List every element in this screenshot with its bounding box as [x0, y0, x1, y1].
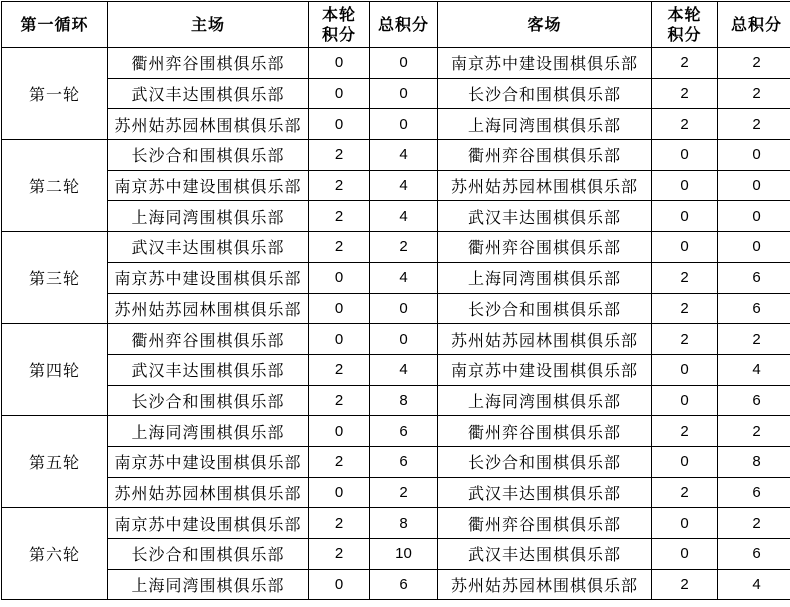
match-row — [2, 232, 790, 263]
home-team: 苏州姑苏园林围棋俱乐部 — [108, 477, 309, 508]
home-round-points: 2 — [309, 232, 370, 263]
away-round-points: 0 — [652, 508, 718, 539]
away-team: 长沙合和围棋俱乐部 — [438, 293, 652, 324]
match-row — [2, 385, 790, 416]
header-away-total-points: 总积分 — [718, 2, 790, 48]
match-row — [2, 170, 790, 201]
home-total-points: 0 — [370, 48, 438, 79]
home-team: 苏州姑苏园林围棋俱乐部 — [108, 293, 309, 324]
home-round-points: 2 — [309, 539, 370, 570]
home-round-points: 0 — [309, 324, 370, 355]
away-total-points: 0 — [718, 201, 790, 232]
match-row — [2, 416, 790, 447]
round-label: 第一轮 — [2, 48, 108, 140]
away-round-points: 2 — [652, 262, 718, 293]
match-row — [2, 140, 790, 171]
home-team: 南京苏中建设围棋俱乐部 — [108, 262, 309, 293]
away-team: 武汉丰达围棋俱乐部 — [438, 201, 652, 232]
match-row — [2, 262, 790, 293]
away-round-points: 2 — [652, 78, 718, 109]
home-team: 武汉丰达围棋俱乐部 — [108, 78, 309, 109]
home-team: 衢州弈谷围棋俱乐部 — [108, 324, 309, 355]
away-round-points: 2 — [652, 324, 718, 355]
away-round-points: 0 — [652, 170, 718, 201]
match-row — [2, 324, 790, 355]
home-round-points: 2 — [309, 446, 370, 477]
away-total-points: 6 — [718, 262, 790, 293]
home-round-points: 0 — [309, 48, 370, 79]
away-total-points: 0 — [718, 170, 790, 201]
home-total-points: 6 — [370, 416, 438, 447]
home-team: 武汉丰达围棋俱乐部 — [108, 354, 309, 385]
away-total-points: 6 — [718, 477, 790, 508]
table-header — [2, 2, 790, 48]
away-round-points: 0 — [652, 201, 718, 232]
away-total-points: 2 — [718, 109, 790, 140]
away-team: 苏州姑苏园林围棋俱乐部 — [438, 569, 652, 600]
home-total-points: 0 — [370, 324, 438, 355]
home-round-points: 0 — [309, 569, 370, 600]
away-round-points: 0 — [652, 354, 718, 385]
home-total-points: 0 — [370, 78, 438, 109]
header-cycle: 第一循环 — [2, 2, 108, 48]
away-total-points: 0 — [718, 140, 790, 171]
home-total-points: 0 — [370, 109, 438, 140]
home-team: 长沙合和围棋俱乐部 — [108, 140, 309, 171]
away-total-points: 2 — [718, 78, 790, 109]
home-team: 长沙合和围棋俱乐部 — [108, 385, 309, 416]
match-row — [2, 477, 790, 508]
match-row — [2, 78, 790, 109]
home-total-points: 8 — [370, 508, 438, 539]
home-round-points: 2 — [309, 354, 370, 385]
header-home: 主场 — [108, 2, 309, 48]
home-round-points: 0 — [309, 293, 370, 324]
round-label: 第六轮 — [2, 508, 108, 600]
away-total-points: 2 — [718, 416, 790, 447]
home-total-points: 10 — [370, 539, 438, 570]
round-label: 第四轮 — [2, 324, 108, 416]
home-total-points: 4 — [370, 354, 438, 385]
home-team: 苏州姑苏园林围棋俱乐部 — [108, 109, 309, 140]
match-row — [2, 539, 790, 570]
away-total-points: 6 — [718, 293, 790, 324]
home-round-points: 2 — [309, 508, 370, 539]
home-round-points: 2 — [309, 201, 370, 232]
away-team: 上海同湾围棋俱乐部 — [438, 109, 652, 140]
round-label: 第五轮 — [2, 416, 108, 508]
home-team: 上海同湾围棋俱乐部 — [108, 201, 309, 232]
away-team: 衢州弈谷围棋俱乐部 — [438, 140, 652, 171]
away-round-points: 2 — [652, 48, 718, 79]
away-total-points: 2 — [718, 324, 790, 355]
standings-table — [1, 1, 790, 600]
away-round-points: 0 — [652, 446, 718, 477]
away-round-points: 2 — [652, 109, 718, 140]
away-team: 苏州姑苏园林围棋俱乐部 — [438, 170, 652, 201]
home-round-points: 2 — [309, 140, 370, 171]
home-total-points: 4 — [370, 140, 438, 171]
away-total-points: 4 — [718, 569, 790, 600]
away-round-points: 0 — [652, 232, 718, 263]
home-team: 南京苏中建设围棋俱乐部 — [108, 508, 309, 539]
home-round-points: 2 — [309, 385, 370, 416]
match-row — [2, 293, 790, 324]
home-total-points: 6 — [370, 569, 438, 600]
header-row — [2, 2, 790, 48]
away-round-points: 2 — [652, 416, 718, 447]
table-body — [2, 48, 790, 600]
home-round-points: 0 — [309, 109, 370, 140]
home-total-points: 6 — [370, 446, 438, 477]
home-total-points: 0 — [370, 293, 438, 324]
home-team: 南京苏中建设围棋俱乐部 — [108, 170, 309, 201]
home-round-points: 0 — [309, 262, 370, 293]
match-row — [2, 354, 790, 385]
away-team: 南京苏中建设围棋俱乐部 — [438, 354, 652, 385]
away-round-points: 2 — [652, 293, 718, 324]
away-team: 上海同湾围棋俱乐部 — [438, 262, 652, 293]
home-team: 衢州弈谷围棋俱乐部 — [108, 48, 309, 79]
away-total-points: 6 — [718, 385, 790, 416]
away-total-points: 6 — [718, 539, 790, 570]
home-total-points: 2 — [370, 477, 438, 508]
away-team: 上海同湾围棋俱乐部 — [438, 385, 652, 416]
away-team: 衢州弈谷围棋俱乐部 — [438, 508, 652, 539]
home-total-points: 4 — [370, 170, 438, 201]
home-round-points: 0 — [309, 416, 370, 447]
away-total-points: 4 — [718, 354, 790, 385]
header-away: 客场 — [438, 2, 652, 48]
away-round-points: 0 — [652, 539, 718, 570]
home-total-points: 4 — [370, 262, 438, 293]
away-round-points: 0 — [652, 140, 718, 171]
header-home-total-points: 总积分 — [370, 2, 438, 48]
match-row — [2, 569, 790, 600]
away-total-points: 2 — [718, 48, 790, 79]
match-row — [2, 446, 790, 477]
home-round-points: 0 — [309, 477, 370, 508]
round-label: 第二轮 — [2, 140, 108, 232]
away-team: 武汉丰达围棋俱乐部 — [438, 539, 652, 570]
match-row — [2, 508, 790, 539]
away-team: 衢州弈谷围棋俱乐部 — [438, 232, 652, 263]
away-round-points: 2 — [652, 569, 718, 600]
away-round-points: 0 — [652, 385, 718, 416]
away-team: 衢州弈谷围棋俱乐部 — [438, 416, 652, 447]
away-team: 长沙合和围棋俱乐部 — [438, 446, 652, 477]
home-total-points: 8 — [370, 385, 438, 416]
header-away-round-points: 本轮 积分 — [652, 2, 718, 48]
away-total-points: 8 — [718, 446, 790, 477]
match-row — [2, 109, 790, 140]
home-total-points: 4 — [370, 201, 438, 232]
header-home-round-points: 本轮 积分 — [309, 2, 370, 48]
home-round-points: 0 — [309, 78, 370, 109]
away-team: 长沙合和围棋俱乐部 — [438, 78, 652, 109]
match-row — [2, 201, 790, 232]
away-total-points: 2 — [718, 508, 790, 539]
home-team: 上海同湾围棋俱乐部 — [108, 416, 309, 447]
home-team: 长沙合和围棋俱乐部 — [108, 539, 309, 570]
home-team: 武汉丰达围棋俱乐部 — [108, 232, 309, 263]
away-team: 南京苏中建设围棋俱乐部 — [438, 48, 652, 79]
home-team: 上海同湾围棋俱乐部 — [108, 569, 309, 600]
away-team: 苏州姑苏园林围棋俱乐部 — [438, 324, 652, 355]
away-total-points: 0 — [718, 232, 790, 263]
home-round-points: 2 — [309, 170, 370, 201]
away-team: 武汉丰达围棋俱乐部 — [438, 477, 652, 508]
home-total-points: 2 — [370, 232, 438, 263]
away-round-points: 2 — [652, 477, 718, 508]
round-label: 第三轮 — [2, 232, 108, 324]
match-row — [2, 48, 790, 79]
home-team: 南京苏中建设围棋俱乐部 — [108, 446, 309, 477]
